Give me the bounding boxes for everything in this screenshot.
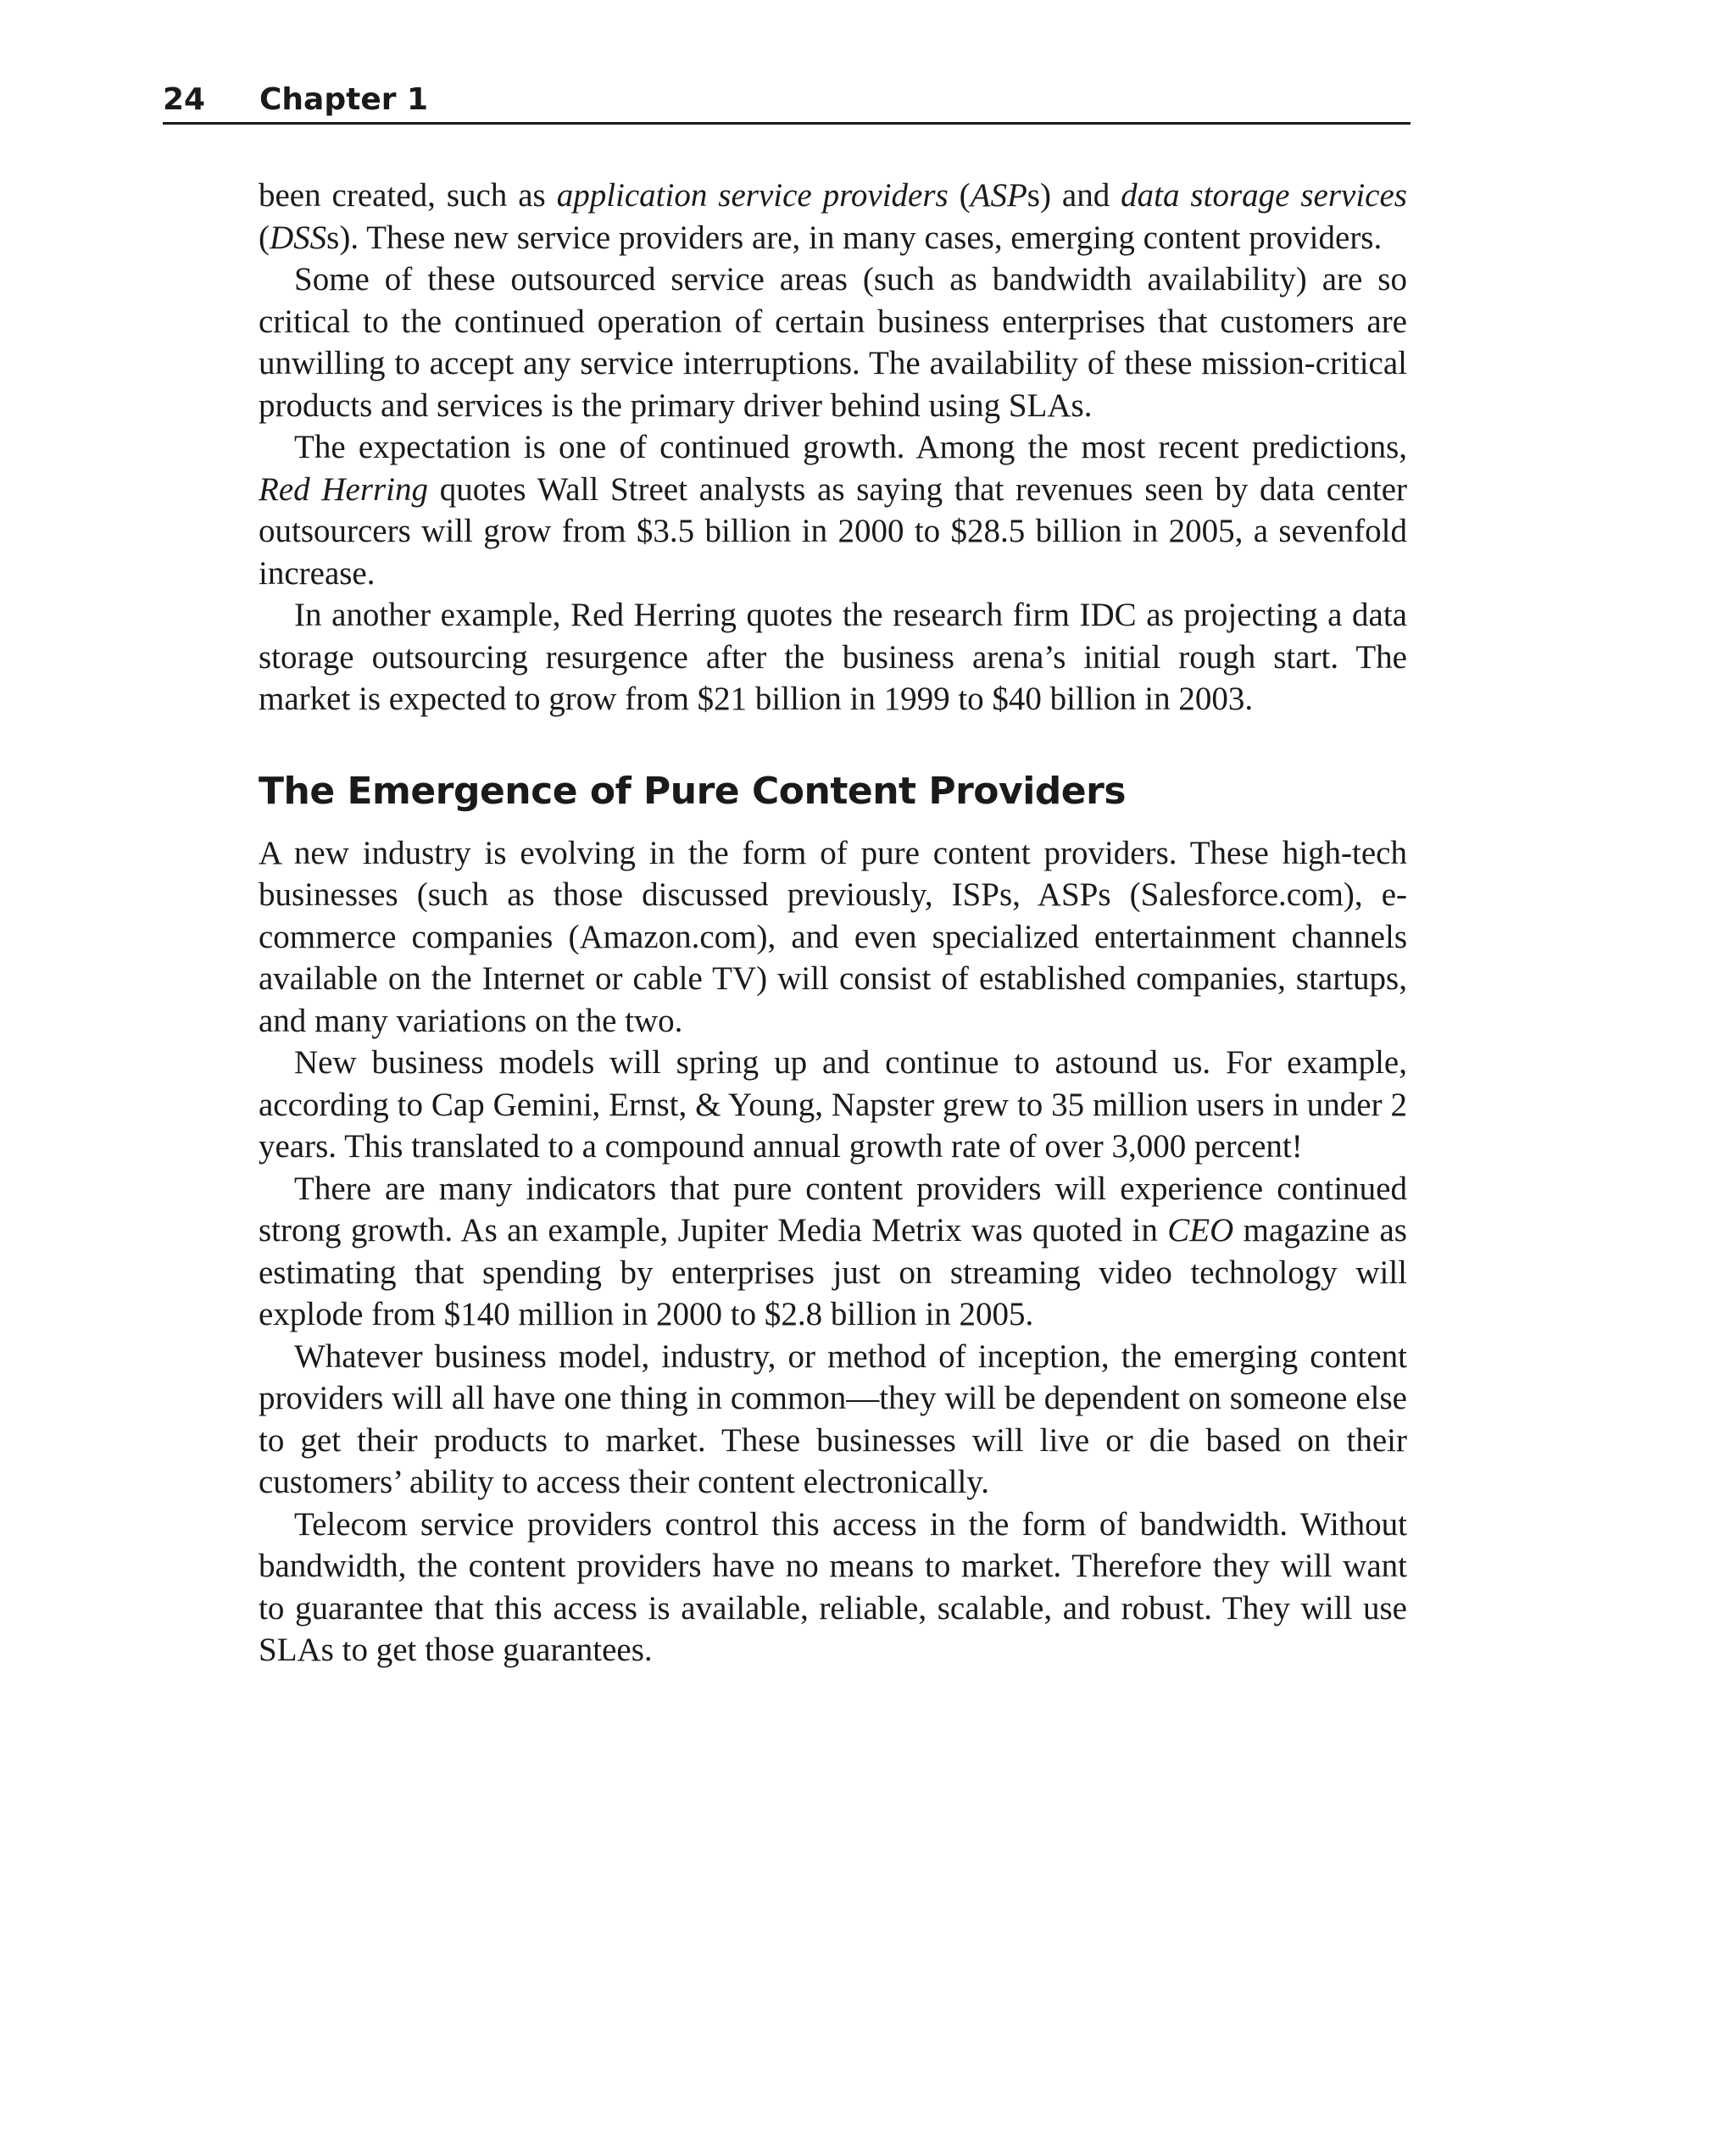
term-dss: DSS: [270, 219, 327, 256]
section-heading: The Emergence of Pure Content Providers: [259, 769, 1127, 813]
term-asp-full: application service providers: [556, 177, 949, 214]
paragraph: A new industry is evolving in the form of pure content providers. These high-tech businesses (such as those discussed previously, ISPs, ASPs (Salesforce.com), e-commerce companies (Amazon.com), and even specialized entertainment channels available on the Internet or cable TV) will consist of established companies, startups, and many variations on the two.: [259, 834, 1407, 1039]
body-text: [259, 175, 1407, 1671]
chapter-title: Chapter 1: [259, 82, 429, 117]
paragraph: Some of these outsourced service areas (such as bandwidth availability) are so critical to the continued operation of certain business enterprises that customers are unwilling to accept any service interruptions. The availability of these mission-critical products and services is the primary driver behind using SLAs.: [259, 261, 1407, 424]
running-header: [163, 78, 1410, 125]
term-dss-full: data storage services: [1121, 177, 1407, 214]
paragraph: There are many indicators that pure content providers will experience continued strong growth. As an example, Jupiter Media Metrix was quoted in CEO magazine as estimating that spending by enterprises just on streaming video technology will explode from $140 million in 2000 to $2.8 billion in 2005.: [259, 1170, 1407, 1332]
paragraph: In another example, Red Herring quotes the research firm IDC as projecting a data storage outsourcing resurgence after the business arena’s initial rough start. The market is expected to grow from $21 billion in 1999 to $40 billion in 2003.: [259, 597, 1407, 717]
paragraph: The expectation is one of continued growth. Among the most recent predictions, Red Herring quotes Wall Street analysts as saying that revenues seen by data center outsourcers will grow from $3.5 billion in 2000 to $28.5 billion in 2005, a sevenfold increase.: [259, 429, 1407, 592]
term-asp: ASP: [970, 177, 1027, 214]
publication-title: CEO: [1167, 1212, 1234, 1248]
publication-title: Red Herring: [259, 470, 429, 508]
paragraph: Whatever business model, industry, or method of inception, the emerging content providers will all have one thing in common—they will be dependent on someone else to get their products to market. These businesses will live or die based on their customers’ ability to access their content electronically.: [259, 1337, 1407, 1500]
paragraph: New business models will spring up and continue to astound us. For example, according to Cap Gemini, Ernst, & Young, Napster grew to 35 million users in under 2 years. This translated to a compound annual growth rate of over 3,000 percent!: [259, 1044, 1407, 1165]
paragraph: Telecom service providers control this access in the form of bandwidth. Without bandwidth, the content providers have no means to market. Therefore they will want to guarantee that this access is available, reliable, scalable, and robust. They will use SLAs to get those guarantees.: [259, 1505, 1407, 1668]
page-number: 24: [163, 82, 206, 117]
paragraph-continued: been created, such as application service providers (ASPs) and data storage services (DSSs). These new service providers are, in many cases, emerging content providers.: [259, 177, 1407, 256]
